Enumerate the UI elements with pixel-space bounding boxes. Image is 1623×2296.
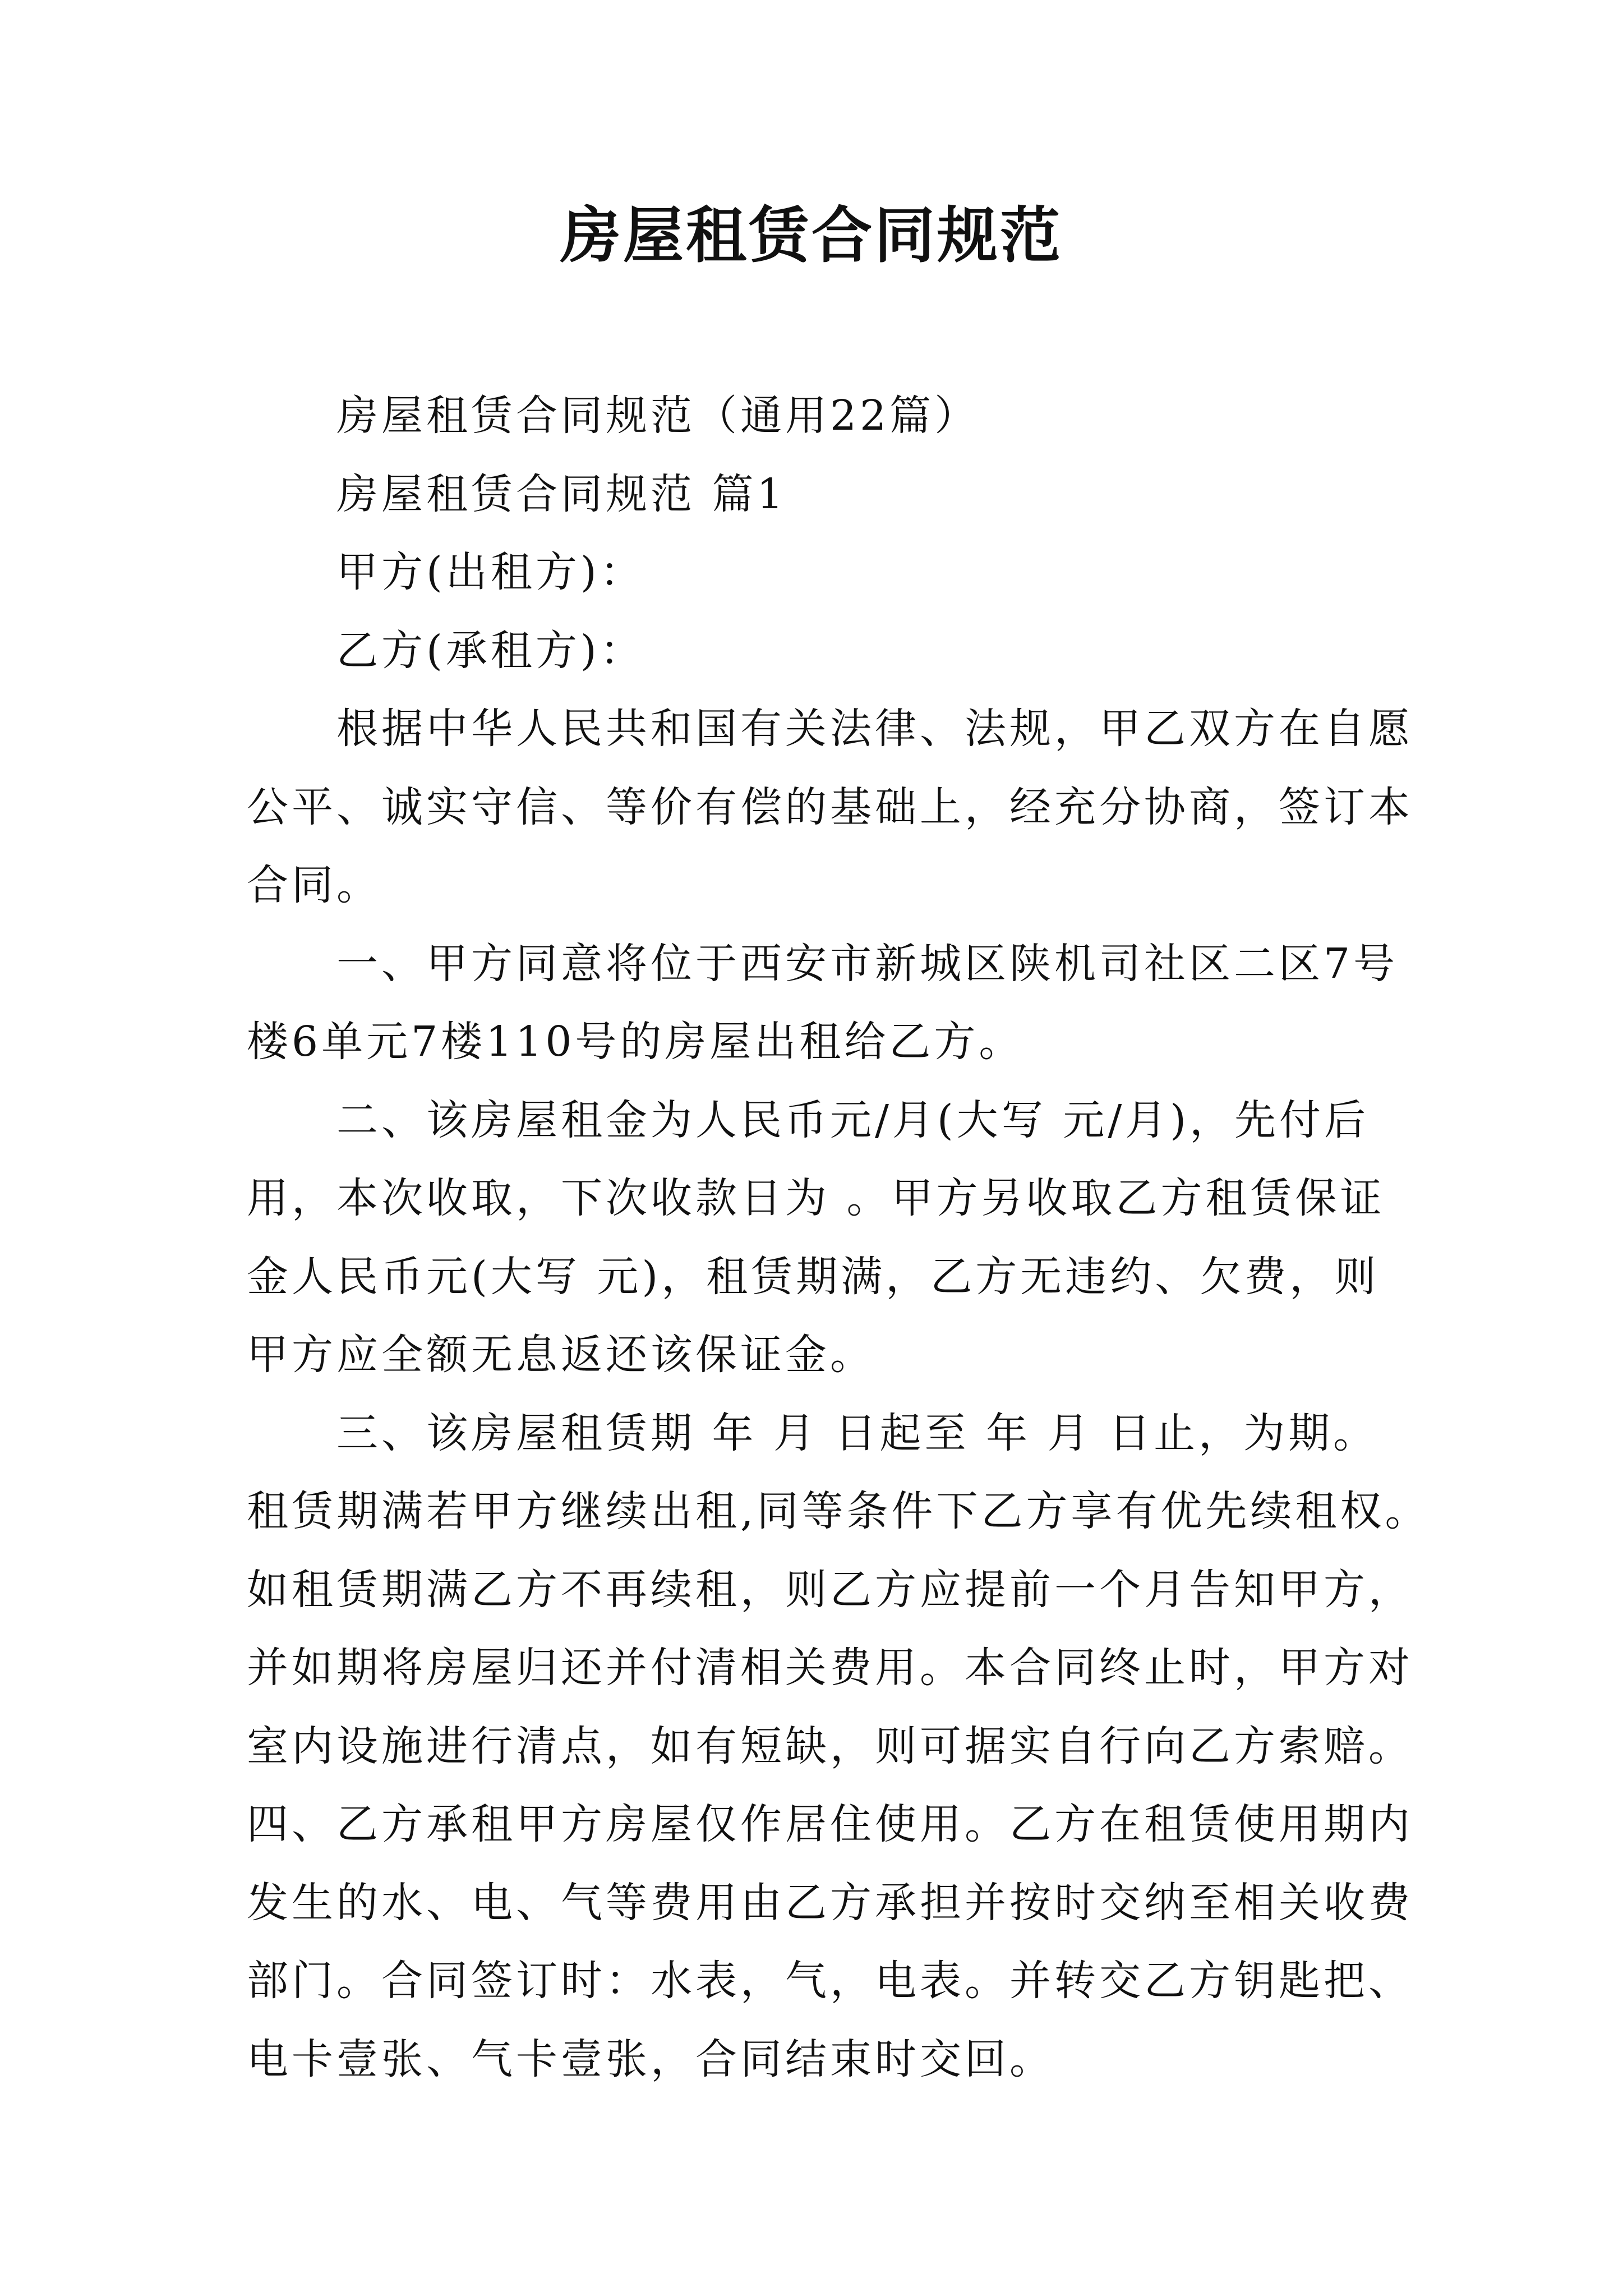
text-line: 乙方(承租方)： [336,626,645,675]
text-line: 电卡壹张、气卡壹张，合同结束时交回。 [247,2035,1054,2083]
text-line: 发生的水、电、气等费用由乙方承担并按时交纳至相关收费 [247,1878,1413,1927]
text-line: 公平、诚实守信、等价有偿的基础上，经充分协商，签订本 [247,783,1413,831]
text-line: 甲方(出租方)： [336,548,645,596]
text-line: 如租赁期满乙方不再续租，则乙方应提前一个月告知甲方， [247,1565,1413,1614]
text-line: 根据中华人民共和国有关法律、法规，甲乙双方在自愿 [336,705,1413,753]
text-line: 租赁期满若甲方继续出租,同等条件下乙方享有优先续租权。 [247,1487,1430,1535]
text-line: 部门。合同签订时：水表，气，电表。并转交乙方钥匙把、 [247,1957,1413,2005]
text-line: 二、该房屋租金为人民币元/月(大写 元/月)，先付后 [336,1096,1370,1144]
text-line: 用，本次收取，下次收款日为 。甲方另收取乙方租赁保证 [247,1174,1385,1222]
text-line: 一、甲方同意将位于西安市新城区陕机司社区二区7号 [336,939,1399,988]
text-line: 合同。 [247,861,381,909]
text-line: 甲方应全额无息返还该保证金。 [247,1331,875,1379]
text-line: 楼6单元7楼110号的房屋出租给乙方。 [247,1018,1024,1066]
text-line: 并如期将房屋归还并付清相关费用。本合同终止时，甲方对 [247,1644,1413,1692]
text-line: 三、该房屋租赁期 年 月 日起至 年 月 日止，为期。 [336,1409,1378,1457]
text-line: 房屋租赁合同规范 篇1 [336,470,787,518]
text-line: 房屋租赁合同规范（通用22篇） [336,392,980,440]
text-line: 室内设施进行清点，如有短缺，则可据实自行向乙方索赔。 [247,1722,1413,1770]
text-line: 四、乙方承租甲方房屋仅作居住使用。乙方在租赁使用期内 [247,1800,1413,1848]
document-title: 房屋租赁合同规范 [560,200,1063,271]
text-line: 金人民币元(大写 元)，租赁期满，乙方无违约、欠费，则 [247,1252,1380,1301]
document-body [247,377,1430,2099]
